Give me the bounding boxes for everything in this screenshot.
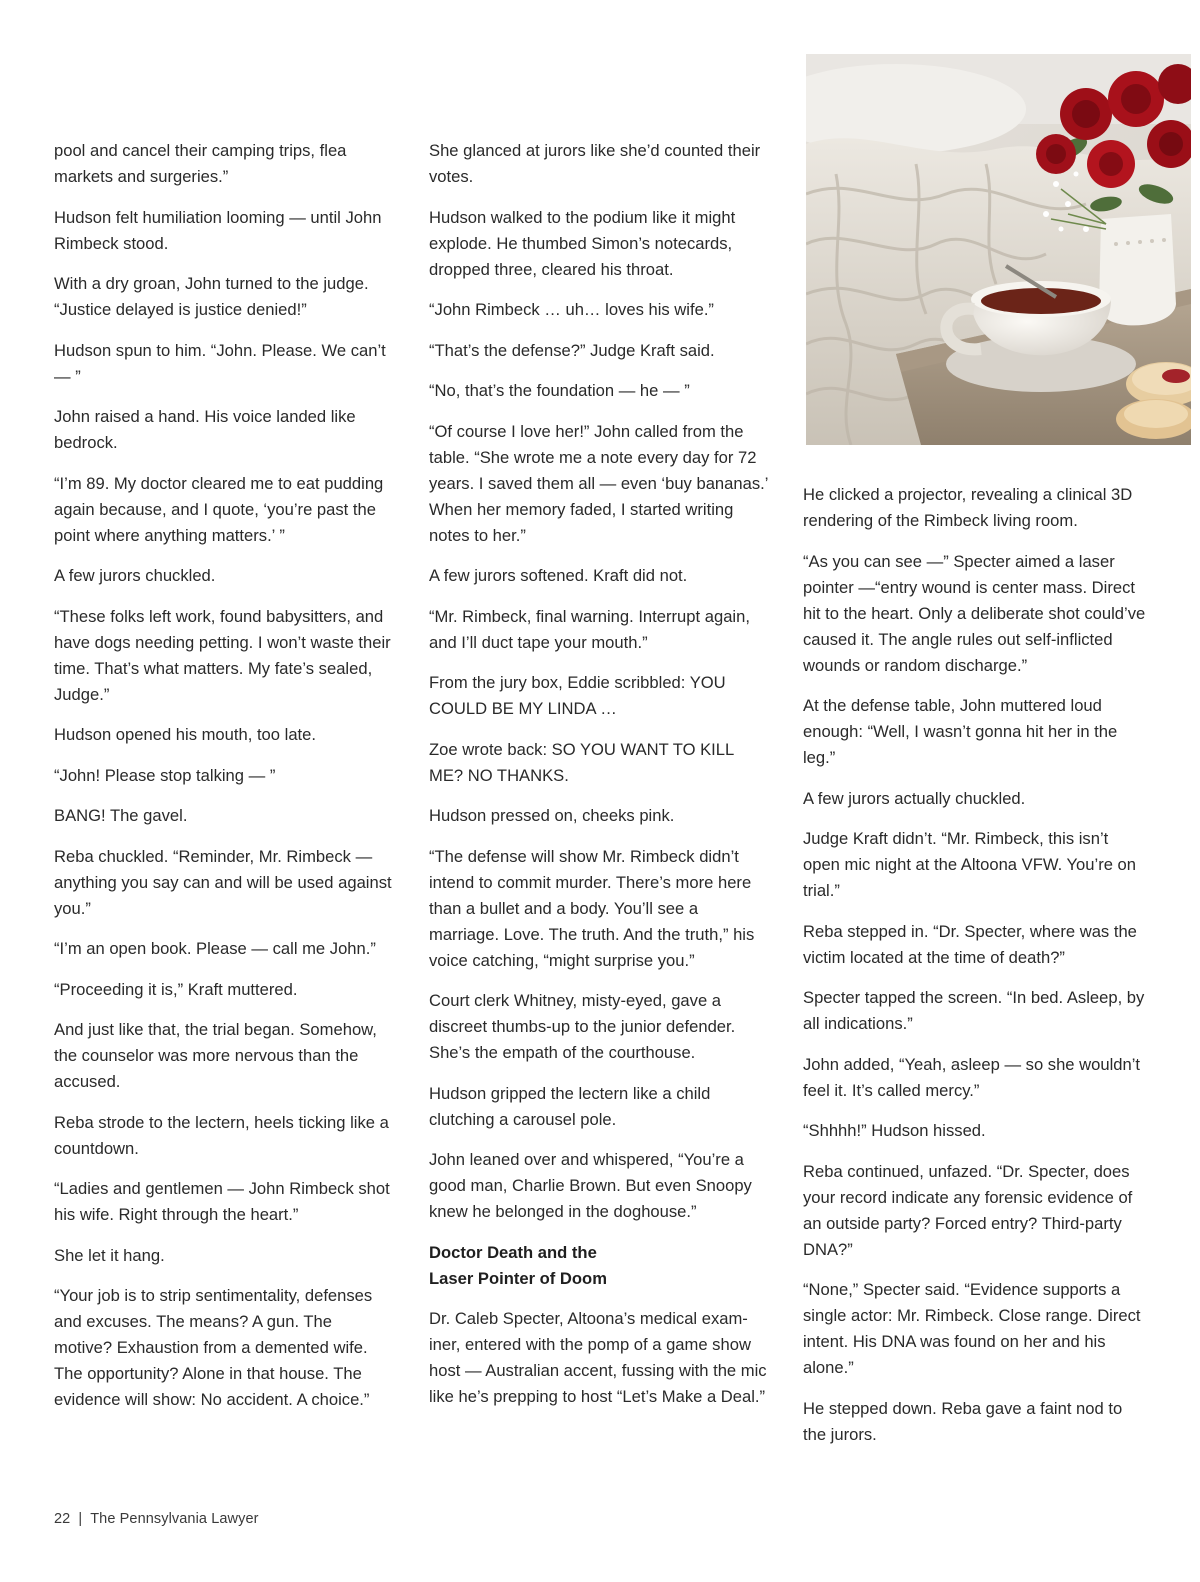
page-number: 22 xyxy=(54,1511,71,1527)
paragraph: “These folks left work, found babysitters, and have dogs needing petting. I won’t waste their time. That’s what matters. My fate’s sealed, Judge.” xyxy=(54,606,391,704)
paragraph: BANG! The gavel. xyxy=(54,806,188,825)
section-subheading xyxy=(429,1240,769,1292)
paragraph: “As you can see —” Specter aimed a laser pointer —“entry wound is center mass. Direct hit to the heart. Only a deliberate shot could’ve caused it. The angle rules out self-inflicted wounds or random discharge.” xyxy=(803,551,1146,675)
paragraph: pool and cancel their camping trips, flea markets and surgeries.” xyxy=(54,141,347,186)
breakfast-tray-photo xyxy=(806,54,1191,445)
paragraph: “The defense will show Mr. Rimbeck didn’t intend to commit murder. There’s more here than a bullet and a body. You’ll see a marriage. Love. The truth. And the truth,” his voice catching, “might surprise you.” xyxy=(429,846,755,970)
breakfast-tray-illustration xyxy=(806,54,1191,445)
paragraph: “John Rimbeck … uh… loves his wife.” xyxy=(429,300,714,319)
paragraph: John leaned over and whispered, “You’re a good man, Charlie Brown. But even Snoopy knew he belonged in the doghouse.” xyxy=(429,1150,752,1221)
paragraph: A few jurors softened. Kraft did not. xyxy=(429,566,688,585)
subheading-line-1: Doctor Death and the xyxy=(429,1242,597,1262)
paragraph: “Ladies and gentlemen — John Rimbeck shot his wife. Right through the heart.” xyxy=(54,1179,390,1224)
paragraph: Court clerk Whitney, misty-eyed, gave a discreet thumbs-up to the junior defender. She’s the empath of the courthouse. xyxy=(429,991,736,1062)
subheading-line-2: Laser Pointer of Doom xyxy=(429,1268,607,1288)
paragraph: Judge Kraft didn’t. “Mr. Rimbeck, this isn’t open mic night at the Altoona VFW. You’re on trial.” xyxy=(803,829,1137,900)
paragraph: “No, that’s the foundation — he — ” xyxy=(429,381,690,400)
paragraph: Reba stepped in. “Dr. Specter, where was the victim located at the time of death?” xyxy=(803,921,1137,967)
article-column-1 xyxy=(54,138,394,1428)
paragraph: From the jury box, Eddie scribbled: YOU COULD BE MY LINDA … xyxy=(429,673,726,718)
paragraph: She glanced at jurors like she’d counted their votes. xyxy=(429,141,761,186)
article-column-2 xyxy=(429,138,769,1425)
paragraph: Hudson gripped the lectern like a child clutching a carousel pole. xyxy=(429,1083,711,1129)
paragraph: “Proceeding it is,” Kraft muttered. xyxy=(54,979,298,999)
paragraph: John raised a hand. His voice landed like bedrock. xyxy=(54,407,356,452)
paragraph: Reba continued, unfazed. “Dr. Specter, does your record indicate any forensic evidence of an outside party? Forced entry? Third-party DNA?” xyxy=(803,1161,1133,1259)
paragraph: He clicked a projector, revealing a clinical 3D rendering of the Rimbeck living room. xyxy=(803,485,1133,530)
paragraph: Hudson walked to the podium like it might explode. He thumbed Simon’s notecards, dropped three, cleared his throat. xyxy=(429,207,736,279)
paragraph: And just like that, the trial began. Somehow, the counselor was more nervous than the accused. xyxy=(54,1020,377,1091)
paragraph: Specter tapped the screen. “In bed. Asleep, by all indications.” xyxy=(803,988,1145,1033)
paragraph: “Mr. Rimbeck, final warning. Interrupt again, and I’ll duct tape your mouth.” xyxy=(429,606,750,652)
paragraph: A few jurors actually chuckled. xyxy=(803,788,1026,808)
paragraph: Dr. Caleb Specter, Altoona’s medical examiner, entered with the pomp of a game show host — Australian accent, fussing with the mic like he’s prepping to host “Let’s Make a Deal.” xyxy=(429,1309,767,1406)
paragraph: Hudson felt humiliation looming — until John Rimbeck stood. xyxy=(54,207,382,253)
paragraph: Reba strode to the lectern, heels ticking like a countdown. xyxy=(54,1112,389,1158)
paragraph: “That’s the defense?” Judge Kraft said. xyxy=(429,340,715,360)
paragraph: “Of course I love her!” John called from the table. “She wrote me a note every day for 72 years. I saved them all — even ‘buy bananas.’ When her memory faded, I started writing notes to her.” xyxy=(429,421,768,545)
paragraph: Hudson pressed on, cheeks pink. xyxy=(429,806,675,825)
paragraph: “Your job is to strip sentimentality, defenses and excuses. The means? A gun. The motive? Exhaustion from a demented wife. The opportunity? Alone in that house. The evidence will show: No accident. A choice.” xyxy=(54,1286,373,1409)
paragraph: With a dry groan, John turned to the judge. “Justice delayed is justice denied!” xyxy=(54,274,369,319)
paragraph: Hudson opened his mouth, too late. xyxy=(54,725,316,744)
paragraph: At the defense table, John muttered loud enough: “Well, I wasn’t gonna hit her in the leg.” xyxy=(803,696,1118,767)
paragraph: “Shhhh!” Hudson hissed. xyxy=(803,1121,986,1140)
paragraph: He stepped down. Reba gave a faint nod to the jurors. xyxy=(803,1398,1123,1444)
paragraph: Reba chuckled. “Reminder, Mr. Rimbeck — anything you say can and will be used against you.” xyxy=(54,846,392,918)
paragraph: “None,” Specter said. “Evidence supports a single actor: Mr. Rimbeck. Close range. Direct intent. His DNA was found on her and his alone.” xyxy=(803,1280,1141,1377)
paragraph: “John! Please stop talking — ” xyxy=(54,765,276,785)
paragraph: “I’m an open book. Please — call me John.” xyxy=(54,939,376,958)
paragraph: “I’m 89. My doctor cleared me to eat pudding again because, and I quote, ‘you’re past the point where anything matters.’ ” xyxy=(54,473,384,545)
page-footer xyxy=(54,1511,259,1527)
article-column-3 xyxy=(803,482,1148,1462)
paragraph: Hudson spun to him. “John. Please. We can’t — ” xyxy=(54,340,386,386)
paragraph: John added, “Yeah, asleep — so she wouldn’t feel it. It’s called mercy.” xyxy=(803,1054,1141,1100)
paragraph: Zoe wrote back: SO YOU WANT TO KILL ME? NO THANKS. xyxy=(429,739,734,785)
publication-name: The Pennsylvania Lawyer xyxy=(90,1511,259,1527)
paragraph: She let it hang. xyxy=(54,1245,165,1265)
footer-separator: | xyxy=(78,1511,83,1527)
paragraph: A few jurors chuckled. xyxy=(54,566,216,585)
